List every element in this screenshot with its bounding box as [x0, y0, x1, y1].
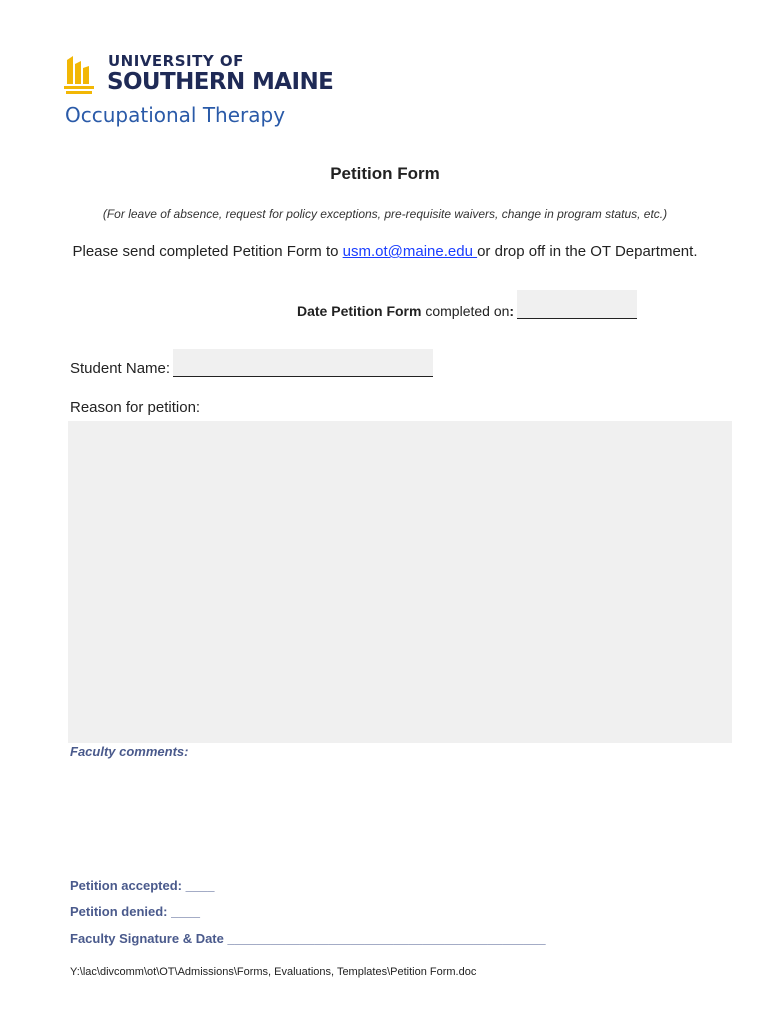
- usm-ot-logo: [64, 50, 334, 130]
- date-completed-row: [297, 290, 637, 322]
- petition-accepted-line: Petition accepted: ____: [70, 878, 215, 893]
- lighthouse-logo-icon: [64, 54, 98, 96]
- instruction-text-before: Please send completed Petition Form to: [72, 243, 343, 260]
- reason-textarea[interactable]: [68, 421, 732, 743]
- email-link[interactable]: usm.ot@maine.edu: [342, 243, 478, 260]
- submission-instruction: [0, 243, 770, 260]
- reason-label: Reason for petition:: [70, 399, 201, 416]
- date-completed-field[interactable]: [517, 290, 637, 319]
- student-name-row: [70, 349, 433, 377]
- date-label-bold: Date Petition Form: [297, 303, 422, 319]
- student-name-field[interactable]: [173, 349, 433, 377]
- document-file-path: Y:\lac\divcomm\ot\OT\Admissions\Forms, Evaluations, Templates\Petition Form.doc: [70, 966, 477, 978]
- form-title: Petition Form: [330, 164, 440, 183]
- form-subtitle: (For leave of absence, request for policy exceptions, pre-requisite waivers, change in program status, etc.): [102, 207, 668, 221]
- faculty-comments-label: Faculty comments:: [70, 744, 189, 759]
- faculty-signature-line: Faculty Signature & Date ____________________________________________: [70, 931, 546, 946]
- logo-university-of: UNIVERSITY OF: [108, 52, 244, 70]
- date-label-colon: :: [509, 303, 515, 319]
- logo-southern-maine: SOUTHERN MAINE: [107, 69, 334, 95]
- logo-occupational-therapy: Occupational Therapy: [65, 103, 286, 127]
- date-label-rest: completed on: [421, 303, 510, 319]
- petition-denied-line: Petition denied: ____: [70, 904, 201, 919]
- instruction-text-after: or drop off in the OT Department.: [477, 243, 698, 260]
- student-name-label: Student Name:: [70, 360, 171, 377]
